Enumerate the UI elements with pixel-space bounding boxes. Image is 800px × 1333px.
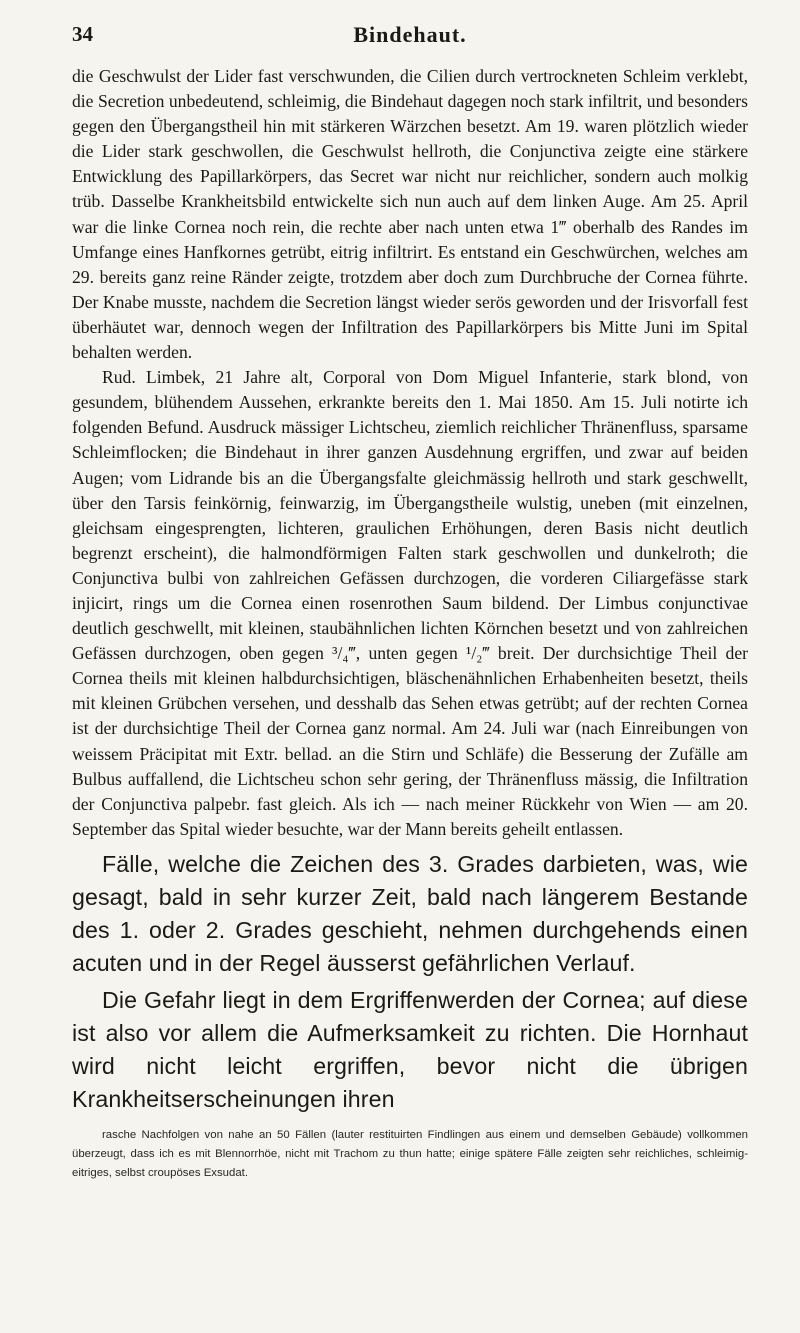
paragraph: Rud. Limbek, 21 Jahre alt, Corporal von Dom Miguel Infanterie, stark blond, von gesundem, blühendem Aussehen, erkrankte bereits den 1. Mai 1850. Am 15. Juli notirte ich folgenden Befund. Ausdruck mässiger Lichtscheu, ziemlich reichlicher Thränenfluss, sparsame Schleimflocken; die Bindehaut in ihrer ganzen Ausdehnung ergriffen, und zwar auf beiden Augen; vom Lidrande bis an die Übergangsfalte gleichmässig hellroth und stark geschwellt, über den Tarsis feinkörnig, feinwarzig, im Übergangstheile wulstig, uneben (mit einzelnen, gleichsam eingesprengten, lichteren, graulichen Erhöhungen, deren Basis nicht deutlich begrenzt erscheint), die halmondförmigen Falten stark geschwollen und dunkelroth; die Conjunctiva bulbi von zahlreichen Gefässen durchzogen, die vorderen Ciliargefässe stark injicirt, rings um die Cornea einen rosenrothen Saum bildend. Der Limbus conjunctivae deutlich geschwellt, mit kleinen, staubähnlichen lichten Körnchen besetzt und von zahlreichen Gefässen durchzogen, oben gegen ³/₄‴, unten gegen ¹/₂‴ breit. Der durchsichtige Theil der Cornea theils mit kleinen halbdurchsichtigen, bläschenähnlichen Erhabenheiten besetzt, theils mit kleinen Grübchen versehen, und desshalb das Sehen etwas getrübt; auf der rechten Cornea ist der durchsichtige Theil der Cornea ganz normal. Am 24. Juli war (nach Einreibungen von weissem Präcipitat mit Extr. bellad. an die Stirn und Schläfe) die Besserung der Zufälle am Bulbus auffallend, die Lichtscheu schon sehr gering, der Thränenfluss mässig, die Infiltration der Conjunctiva palpebr. fast gleich. Als ich — nach meiner Rückkehr von Wien — am 20. September das Spital wieder besuchte, war der Mann bereits geheilt entlassen.	[72, 367, 748, 839]
page-number: 34	[72, 22, 93, 46]
body-text	[72, 64, 748, 842]
large-paragraph: Fälle, welche die Zeichen des 3. Grades darbieten, was, wie gesagt, bald in sehr kurzer Zeit, bald nach längerem Bestande des 1. oder 2. Grades geschieht, nehmen durchgehends einen acuten und in der Regel äusserst gefährlichen Verlauf.	[72, 850, 748, 976]
large-paragraph: Die Gefahr liegt in dem Ergriffenwerden der Cornea; auf diese ist also vor allem die Aufmerksamkeit zu richten. Die Hornhaut wird nicht leicht ergriffen, bevor nicht die übrigen Krankheitserscheinungen ihren	[72, 986, 748, 1112]
paragraph: die Geschwulst der Lider fast verschwunden, die Cilien durch vertrockneten Schleim verklebt, die Secretion unbedeutend, schleimig, die Bindehaut dagegen noch stark infiltrit, und besonders gegen den Übergangstheil hin mit stärkeren Wärzchen besetzt. Am 19. waren plötzlich wieder die Lider stark geschwollen, die Geschwulst hellroth, die Conjunctiva zeigte eine stärkere Entwicklung des Papillarkörpers, das Secret war nicht nur reichlicher, sondern auch molkig trüb. Dasselbe Krankheitsbild entwickelte sich nun auch auf dem linken Auge. Am 25. April war die linke Cornea noch rein, die rechte aber nach unten etwa 1‴ oberhalb des Randes im Umfange eines Hanfkornes getrübt, eitrig infiltrirt. Es entstand ein Geschwürchen, welches am 29. bereits ganz reine Ränder zeigte, trotzdem aber doch zum Durchbruche der Cornea führte. Der Knabe musste, nachdem die Secretion längst wieder serös geworden und der Irisvorfall fest überhäutet war, dennoch wegen der Infiltration des Papillarkörpers bis Mitte Juni im Spital behalten werden.	[72, 66, 748, 363]
footnote: rasche Nachfolgen von nahe an 50 Fällen (lauter restituirten Findlingen aus einem und demselben Gebäude) vollkommen überzeugt, dass ich es mit Blennorrhöe, nicht mit Trachom zu thun hatte; einige spätere Fälle zeigten sehr reichliches, schleimig-eitriges, selbst croupöses Exsudat.	[72, 1128, 748, 1179]
running-title: Bindehaut.	[353, 22, 467, 47]
large-text-section	[72, 848, 748, 1116]
page-header	[72, 22, 748, 64]
